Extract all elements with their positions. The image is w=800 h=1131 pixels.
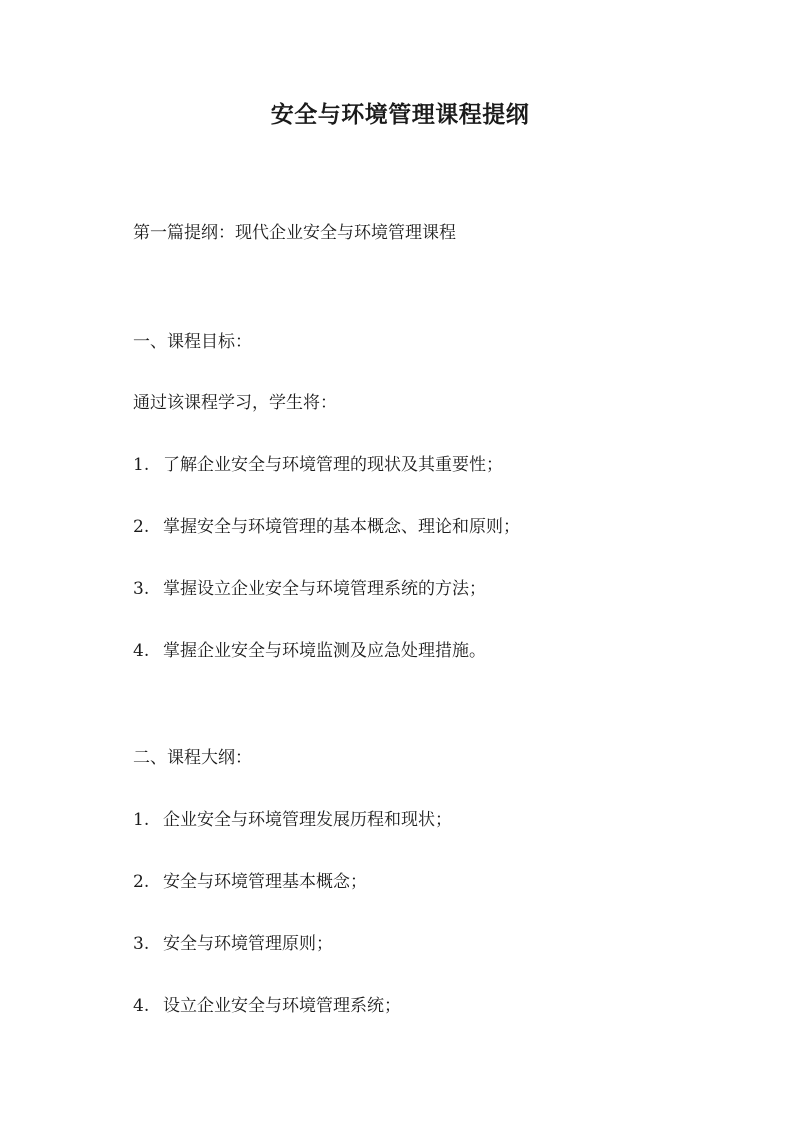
list-item-text: 设立企业安全与环境管理系统； <box>163 996 401 1016</box>
list-item-text: 了解企业安全与环境管理的现状及其重要性； <box>163 455 503 475</box>
list-item-text: 掌握企业安全与环境监测及应急处理措施。 <box>163 641 486 661</box>
list-item-number: 1. <box>133 455 150 475</box>
list-item-text: 安全与环境管理原则； <box>163 934 333 954</box>
list-item <box>133 867 367 892</box>
list-item-text: 掌握设立企业安全与环境管理系统的方法； <box>163 579 486 599</box>
list-item-text: 掌握安全与环境管理的基本概念、理论和原则； <box>163 517 520 537</box>
list-item <box>133 574 486 599</box>
list-item <box>133 991 401 1016</box>
list-item <box>133 450 503 475</box>
list-item-text: 企业安全与环境管理发展历程和现状； <box>163 810 452 830</box>
list-item <box>133 929 333 954</box>
list-item-number: 3. <box>133 934 150 954</box>
document-title: 安全与环境管理课程提纲 <box>270 101 530 128</box>
list-item <box>133 636 486 661</box>
list-item-number: 4. <box>133 996 150 1016</box>
list-item-number: 3. <box>133 579 150 599</box>
section2-heading: 二、课程大纲： <box>133 748 252 768</box>
list-item-number: 2. <box>133 517 150 537</box>
list-item-number: 4. <box>133 641 150 661</box>
section1-intro: 通过该课程学习，学生将： <box>133 393 337 413</box>
list-item-number: 1. <box>133 810 150 830</box>
list-item <box>133 512 520 537</box>
section1-heading: 一、课程目标： <box>133 332 252 352</box>
document-subtitle: 第一篇提纲：现代企业安全与环境管理课程 <box>133 223 456 243</box>
list-item <box>133 805 452 830</box>
list-item-text: 安全与环境管理基本概念； <box>163 872 367 892</box>
list-item-number: 2. <box>133 872 150 892</box>
